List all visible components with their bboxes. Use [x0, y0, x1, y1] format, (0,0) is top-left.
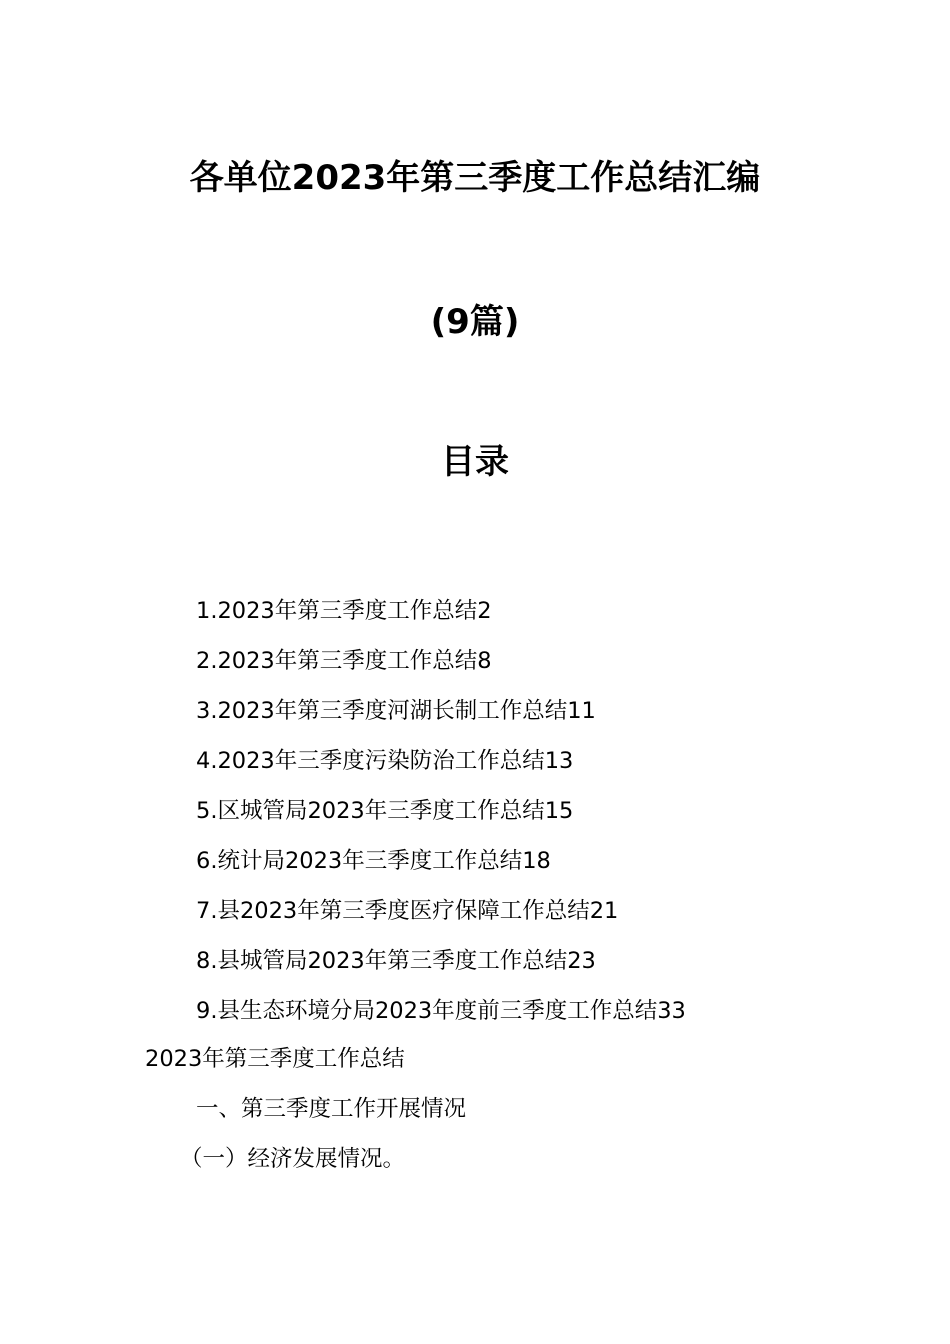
toc-item: 4.2023年三季度污染防治工作总结13: [196, 748, 574, 774]
toc-item: 5.区城管局2023年三季度工作总结15: [196, 798, 574, 824]
toc-item: 9.县生态环境分局2023年度前三季度工作总结33: [196, 998, 686, 1024]
paragraph: 一、第三季度工作开展情况: [196, 1096, 467, 1122]
toc-item: 8.县城管局2023年第三季度工作总结23: [196, 948, 596, 974]
paragraph: （一）经济发展情况。: [180, 1146, 406, 1172]
table-of-contents: [196, 586, 896, 1036]
toc-item: 7.县2023年第三季度医疗保障工作总结21: [196, 898, 619, 924]
toc-item: 1.2023年第三季度工作总结2: [196, 598, 492, 624]
toc-item: 3.2023年第三季度河湖长制工作总结11: [196, 698, 596, 724]
section-heading: 2023年第三季度工作总结: [145, 1046, 405, 1072]
toc-item: 6.统计局2023年三季度工作总结18: [196, 848, 551, 874]
toc-heading: 目录: [441, 442, 509, 482]
article-count: (9篇): [430, 302, 520, 342]
toc-item: 2.2023年第三季度工作总结8: [196, 648, 492, 674]
document-title: 各单位2023年第三季度工作总结汇编: [189, 158, 761, 198]
